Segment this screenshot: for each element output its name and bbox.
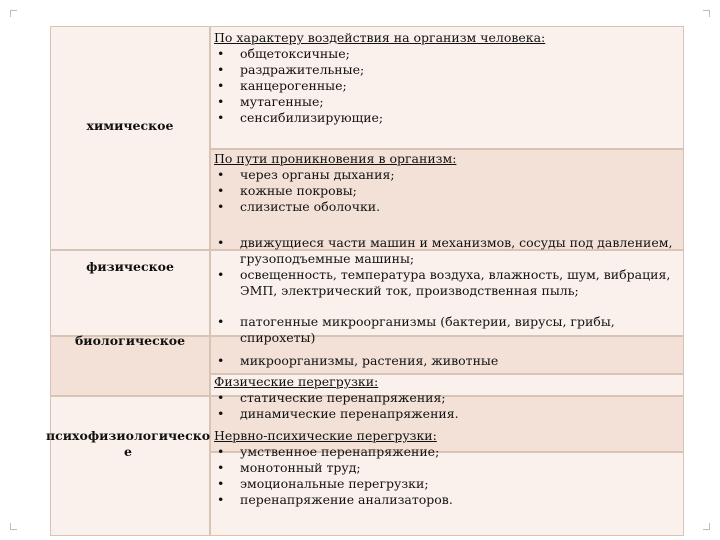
list-item: • слизистые оболочки. bbox=[214, 199, 678, 215]
list-item: • через органы дыхания; bbox=[214, 167, 678, 183]
list-item: • микроорганизмы, растения, животные bbox=[214, 353, 678, 369]
list-item: • общетоксичные; bbox=[214, 46, 678, 62]
biological-list-1 bbox=[214, 314, 678, 346]
bullet-list bbox=[214, 390, 678, 422]
list-item: • канцерогенные; bbox=[214, 78, 678, 94]
label-cell bbox=[50, 452, 210, 536]
list-item: • умственное перенапряжение; bbox=[214, 444, 678, 460]
list-item: • динамические перенапряжения. bbox=[214, 406, 678, 422]
list-item: • кожные покровы; bbox=[214, 183, 678, 199]
list-item: • эмоциональные перегрузки; bbox=[214, 476, 678, 492]
list-item: • статические перенапряжения; bbox=[214, 390, 678, 406]
bullet-list bbox=[214, 46, 678, 126]
chemical-group-2 bbox=[214, 151, 678, 215]
physical-list bbox=[214, 235, 678, 299]
list-item: • перенапряжение анализаторов. bbox=[214, 492, 678, 508]
group-header: Нервно-психические перегрузки: bbox=[214, 428, 437, 443]
list-item: • раздражительные; bbox=[214, 62, 678, 78]
corner-mark bbox=[10, 523, 17, 530]
psycho-group-1 bbox=[214, 374, 678, 422]
list-item: • сенсибилизирующие; bbox=[214, 110, 678, 126]
label-cell bbox=[50, 374, 210, 396]
corner-mark bbox=[10, 10, 17, 17]
group-header: По пути проникновения в организм: bbox=[214, 151, 457, 166]
bullet-list bbox=[214, 167, 678, 215]
bullet-list bbox=[214, 314, 678, 346]
corner-mark bbox=[703, 523, 710, 530]
group-header: Физические перегрузки: bbox=[214, 374, 379, 389]
category-label-biological: биологическое bbox=[74, 333, 186, 348]
list-item: • освещенность, температура воздуха, влажность, шум, вибрация, ЭМП, электрический ток, производственная пыль; bbox=[214, 267, 678, 299]
bullet-list bbox=[214, 235, 678, 299]
bullet-list bbox=[214, 444, 678, 508]
category-label-physical: физическое bbox=[86, 259, 174, 274]
biological-list-2 bbox=[214, 353, 678, 369]
label-cell bbox=[50, 149, 210, 250]
chemical-group-1 bbox=[214, 30, 678, 126]
list-item: • монотонный труд; bbox=[214, 460, 678, 476]
corner-mark bbox=[703, 10, 710, 17]
group-header: По характеру воздействия на организм человека: bbox=[214, 30, 546, 45]
list-item: • мутагенные; bbox=[214, 94, 678, 110]
category-label-chemical: химическое bbox=[86, 118, 174, 133]
list-item: • движущиеся части машин и механизмов, сосуды под давлением, грузоподъемные машины; bbox=[214, 235, 678, 267]
bullet-list bbox=[214, 353, 678, 369]
category-label-psycho: психофизиологическо е bbox=[46, 428, 211, 459]
psycho-group-2 bbox=[214, 428, 678, 508]
list-item: • патогенные микроорганизмы (бактерии, вирусы, грибы, спирохеты) bbox=[214, 314, 678, 346]
